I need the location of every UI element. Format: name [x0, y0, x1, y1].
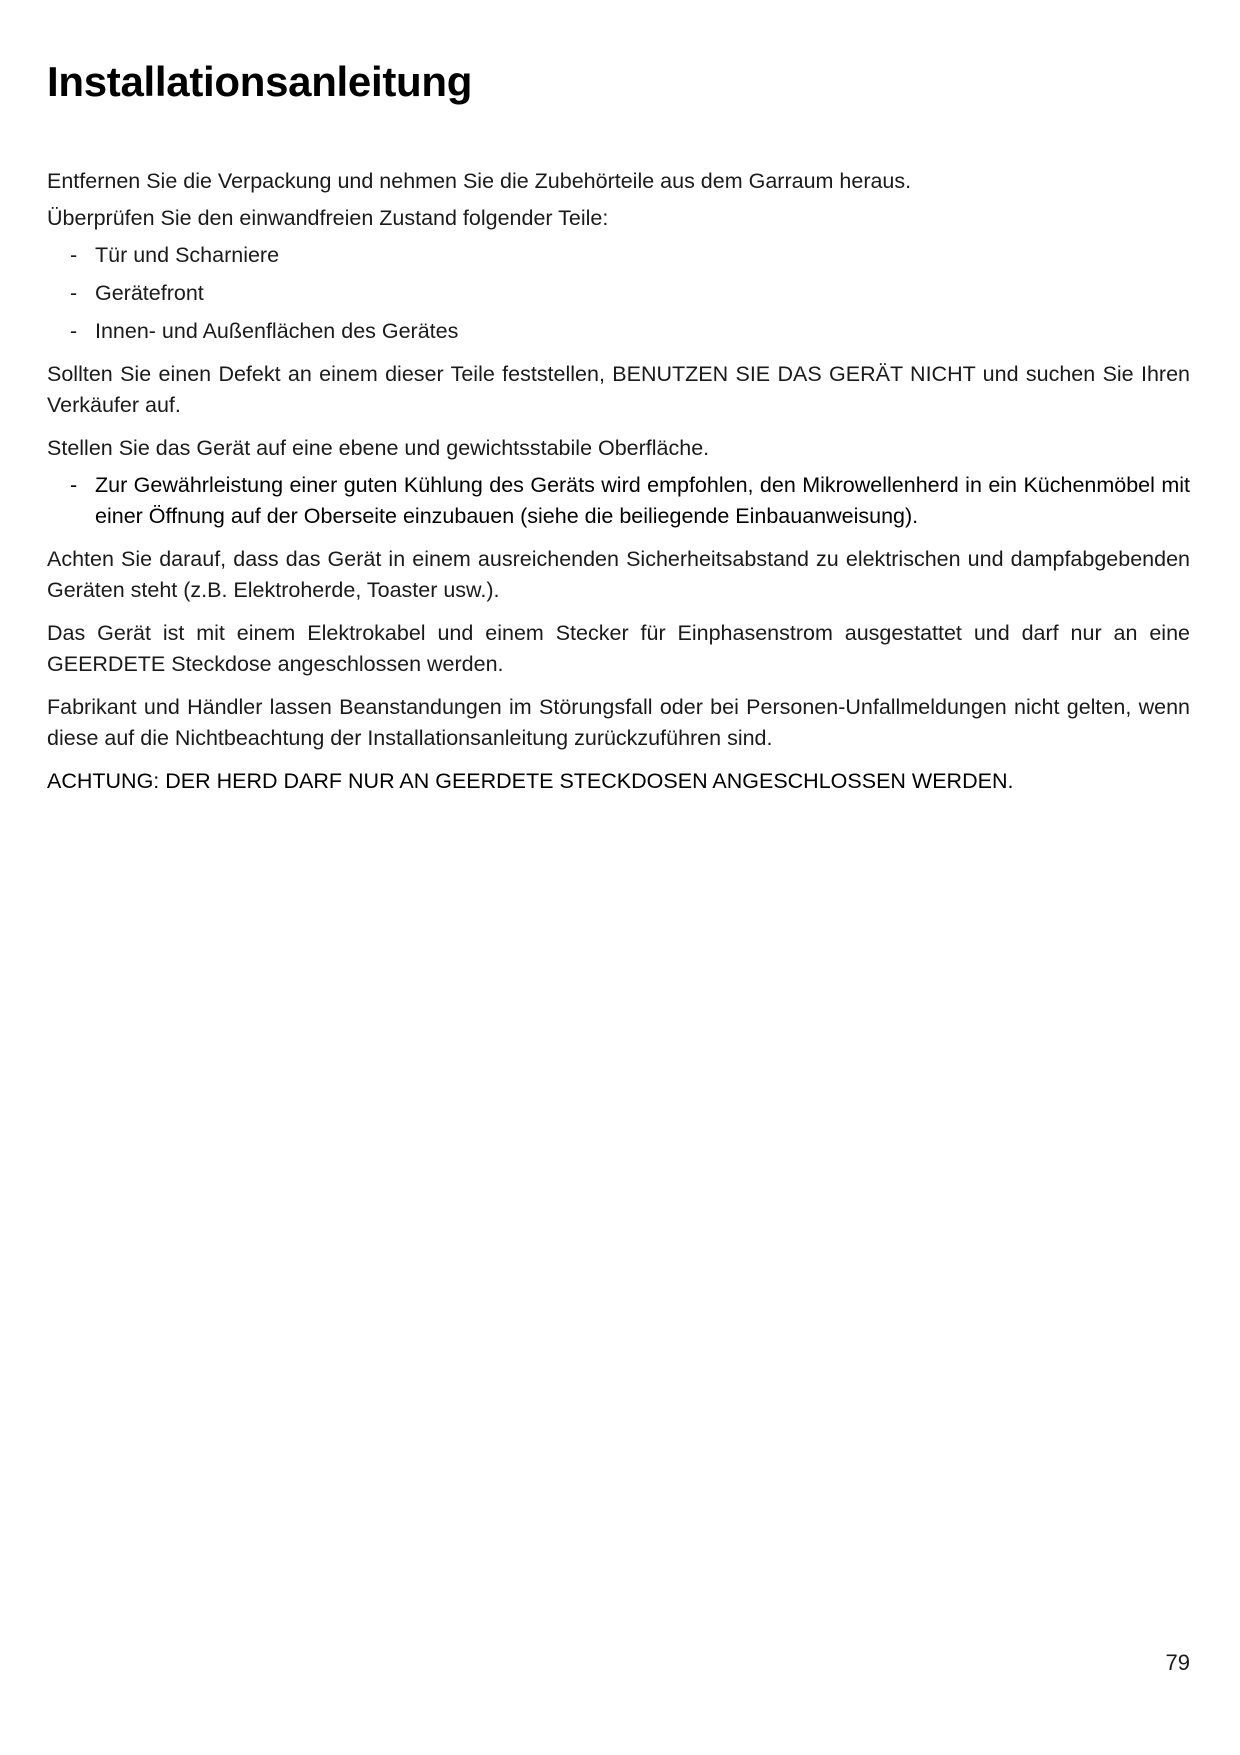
check-item-surfaces	[47, 316, 1190, 347]
placement-paragraph: Stellen Sie das Gerät auf eine ebene und gewichtsstabile Oberfläche.	[47, 436, 710, 460]
bullet-dash: -	[70, 319, 78, 343]
defect-paragraph: Sollten Sie einen Defekt an einem dieser Teile feststellen, BENUTZEN SIE DAS GERÄT NICHT und suchen Sie Ihren Verkäufer auf.	[47, 362, 1190, 417]
page-body	[47, 166, 1190, 797]
check-item-label: Gerätefront	[95, 281, 204, 305]
check-heading: Überprüfen Sie den einwandfreien Zustand folgender Teile:	[47, 206, 609, 230]
check-item-label: Innen- und Außenflächen des Gerätes	[95, 319, 459, 343]
page-title: Installationsanleitung	[47, 58, 473, 105]
page-number: 79	[1165, 1650, 1190, 1675]
intro-paragraph: Entfernen Sie die Verpackung und nehmen Sie die Zubehörteile aus dem Garraum heraus.	[47, 169, 912, 193]
cooling-note-text: Zur Gewährleistung einer guten Kühlung des Geräts wird empfohlen, den Mikrowellenherd in ein Küchenmöbel mit einer Öffnung auf der Oberseite einzubauen (siehe die beiliegende Einbauanweisung).	[95, 473, 1190, 528]
liability-paragraph: Fabrikant und Händler lassen Beanstandungen im Störungsfall oder bei Personen-Unfallmeldungen nicht gelten, wenn diese auf die Nichtbeachtung der Installationsanleitung zurückzuführen sind.	[47, 695, 1190, 750]
distance-paragraph: Achten Sie darauf, dass das Gerät in einem ausreichenden Sicherheitsabstand zu elektrischen und dampfabgebenden Geräten steht (z.B. Elektroherde, Toaster usw.).	[47, 547, 1190, 602]
check-item-door	[47, 240, 1190, 271]
check-item-front	[47, 278, 1190, 309]
bullet-dash: -	[70, 281, 78, 305]
bullet-dash: -	[70, 473, 78, 497]
check-item-label: Tür und Scharniere	[95, 243, 280, 267]
cable-paragraph: Das Gerät ist mit einem Elektrokabel und einem Stecker für Einphasenstrom ausgestattet und darf nur an eine GEERDETE Steckdose angeschlossen werden.	[47, 621, 1190, 676]
bullet-dash: -	[70, 243, 78, 267]
grounding-warning: ACHTUNG: DER HERD DARF NUR AN GEERDETE STECKDOSEN ANGESCHLOSSEN WERDEN.	[47, 769, 1014, 793]
cooling-note	[47, 470, 1190, 532]
